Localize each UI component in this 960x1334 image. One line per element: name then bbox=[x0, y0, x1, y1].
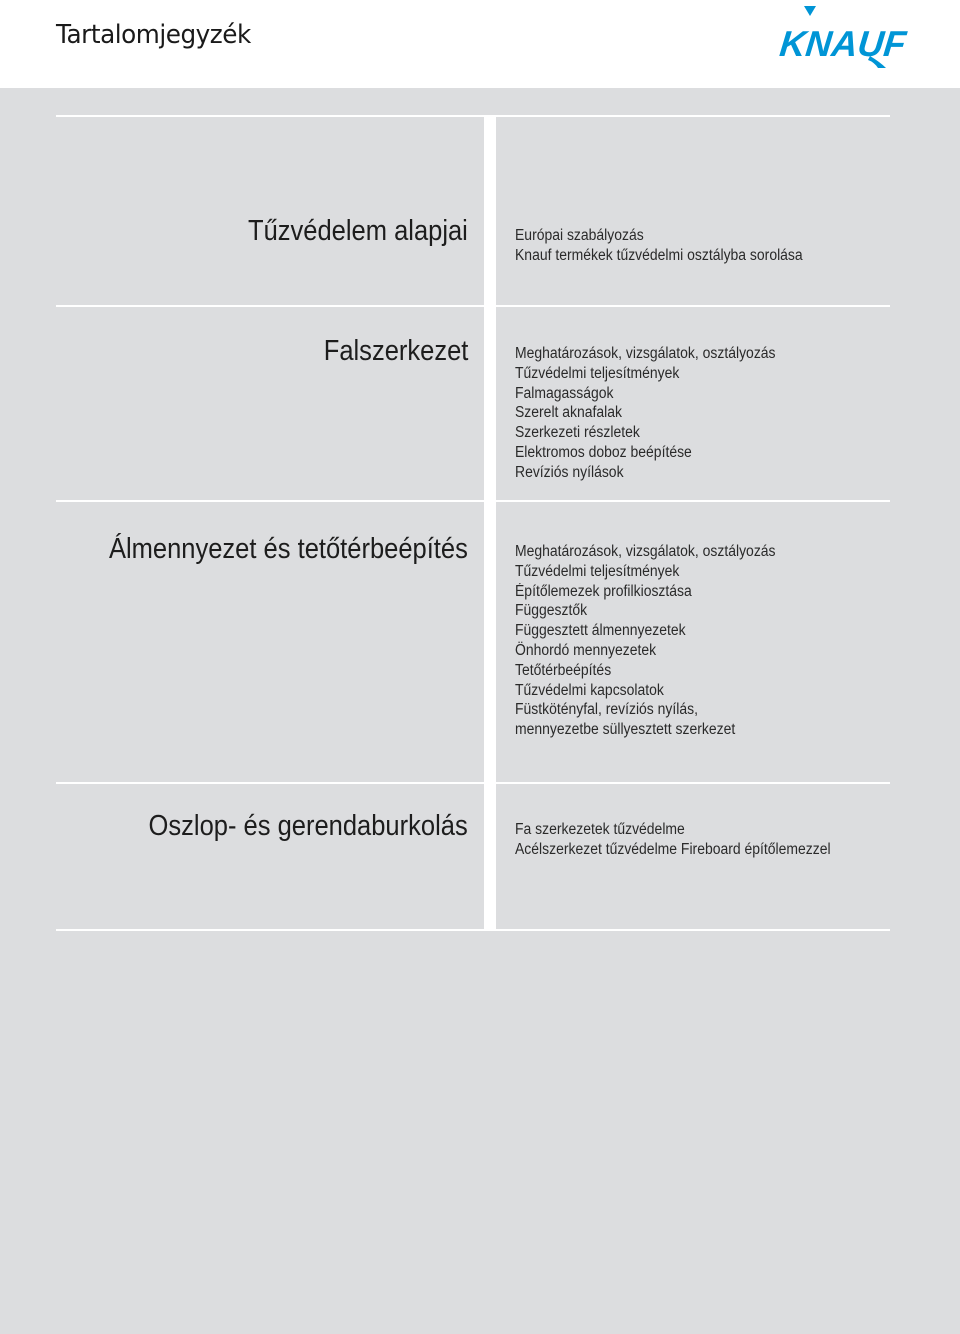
list-item[interactable]: Függesztett álmennyezetek bbox=[515, 622, 686, 640]
knauf-logo bbox=[777, 4, 908, 70]
section-divider bbox=[56, 500, 890, 502]
section-items-ceiling-and-attic bbox=[515, 542, 804, 740]
section-title-fire-protection-basics[interactable]: Tűzvédelem alapjai bbox=[248, 215, 468, 247]
list-item[interactable]: Tetőtérbeépítés bbox=[515, 661, 612, 679]
list-item[interactable]: Meghatározások, vizsgálatok, osztályozás bbox=[515, 543, 776, 560]
section-title-column-and-beam-cladding[interactable]: Oszlop- és gerendaburkolás bbox=[148, 810, 468, 842]
list-item[interactable]: Fa szerkezetek tűzvédelme bbox=[515, 821, 685, 838]
list-item[interactable]: Falmagasságok bbox=[515, 384, 614, 402]
section-title-ceiling-and-attic[interactable]: Álmennyezet és tetőtérbeépítés bbox=[109, 533, 468, 565]
list-item[interactable]: Szerkezeti részletek bbox=[515, 424, 640, 442]
list-item[interactable]: Revíziós nyílások bbox=[515, 463, 624, 481]
list-item[interactable]: Függesztők bbox=[515, 602, 588, 620]
section-divider bbox=[56, 305, 890, 307]
section-divider bbox=[56, 929, 890, 931]
list-item[interactable]: Knauf termékek tűzvédelmi osztályba sorolása bbox=[515, 246, 803, 264]
section-items-wall-structure bbox=[515, 344, 804, 483]
section-items-fire-protection-basics bbox=[515, 226, 835, 266]
section-items-column-and-beam-cladding bbox=[515, 820, 866, 860]
contents-panel bbox=[0, 88, 960, 1334]
list-item[interactable]: Tűzvédelmi teljesítmények bbox=[515, 562, 680, 580]
list-item[interactable]: Tűzvédelmi kapcsolatok bbox=[515, 681, 664, 699]
section-divider bbox=[56, 115, 890, 117]
page-title: Tartalomjegyzék bbox=[56, 20, 251, 50]
column-divider bbox=[484, 115, 496, 931]
list-item[interactable]: Építőlemezek profilkiosztása bbox=[515, 582, 692, 600]
list-item[interactable]: Európai szabályozás bbox=[515, 227, 644, 244]
list-item[interactable]: Acélszerkezet tűzvédelme Fireboard építőlemezzel bbox=[515, 840, 831, 858]
list-item[interactable]: Önhordó mennyezetek bbox=[515, 641, 657, 659]
list-item[interactable]: Tűzvédelmi teljesítmények bbox=[515, 364, 680, 382]
logo-wordmark: KNAUF bbox=[777, 23, 908, 64]
list-item[interactable]: Elektromos doboz beépítése bbox=[515, 443, 692, 461]
section-title-wall-structure[interactable]: Falszerkezet bbox=[323, 335, 468, 367]
list-item[interactable]: Meghatározások, vizsgálatok, osztályozás bbox=[515, 345, 776, 362]
section-divider bbox=[56, 782, 890, 784]
list-item[interactable]: mennyezetbe süllyesztett szerkezet bbox=[515, 721, 736, 739]
list-item[interactable]: Szerelt aknafalak bbox=[515, 404, 623, 422]
list-item[interactable]: Füstkötényfal, revíziós nyílás, bbox=[515, 701, 698, 719]
page-header bbox=[0, 0, 960, 88]
